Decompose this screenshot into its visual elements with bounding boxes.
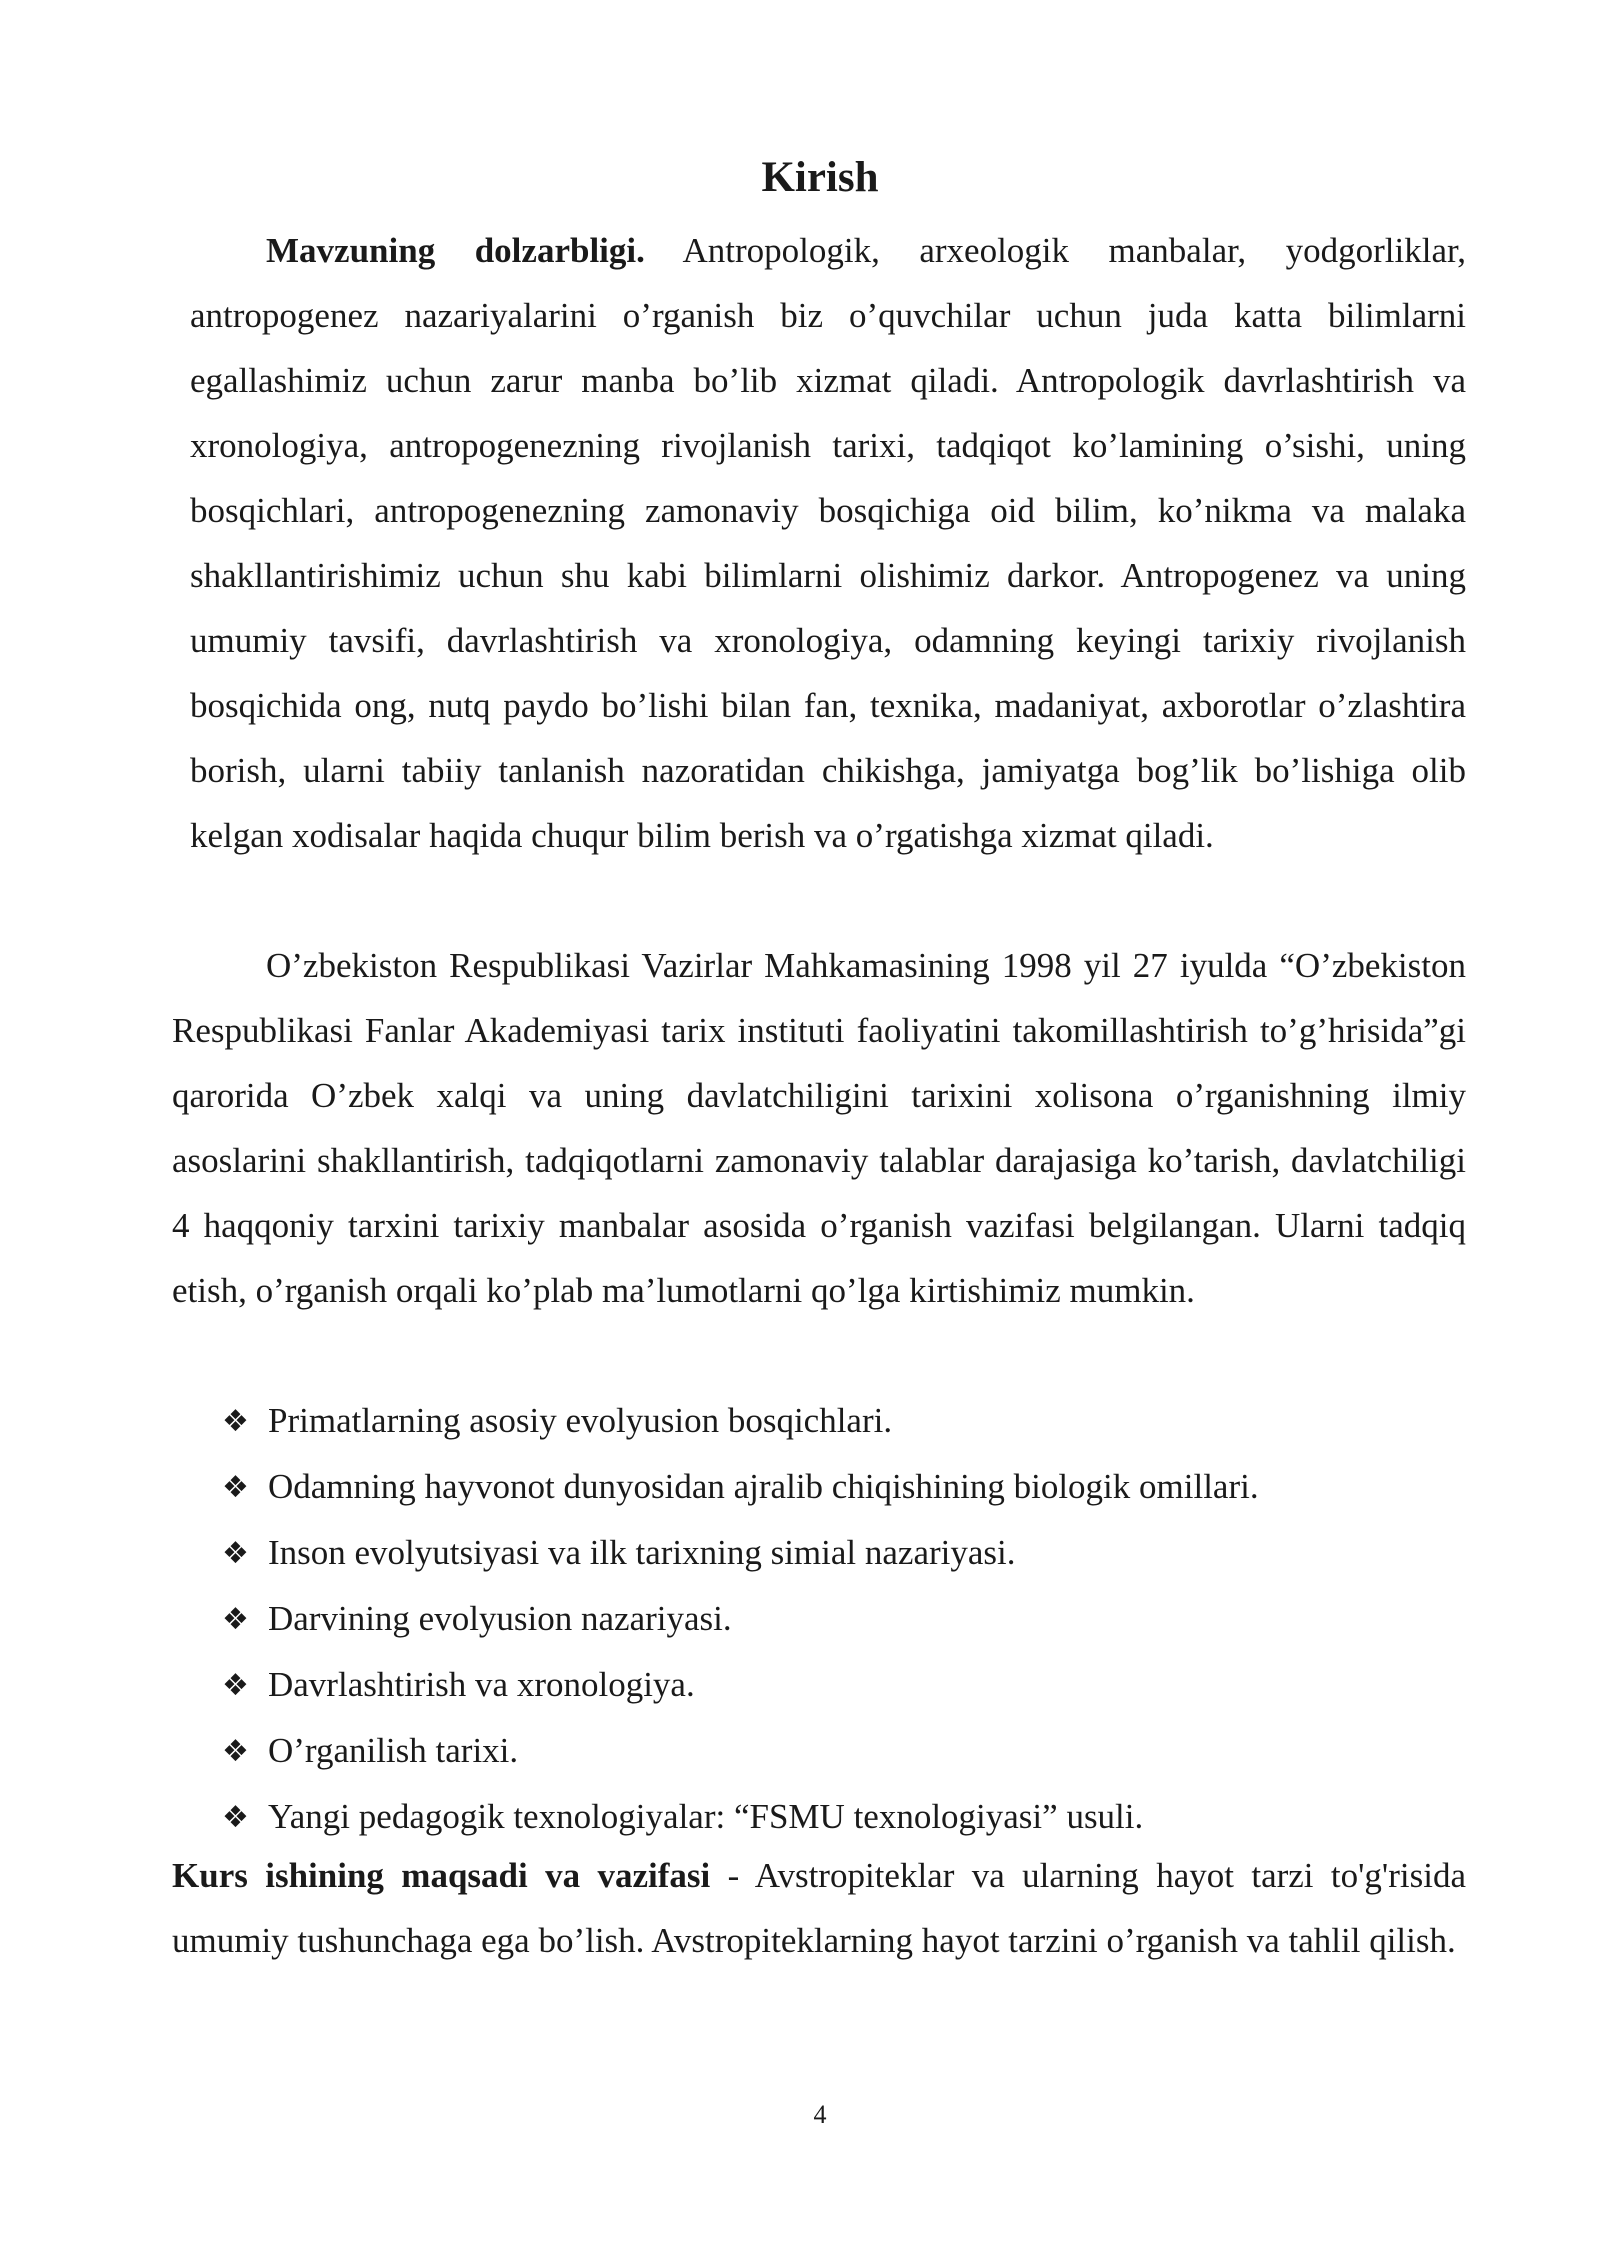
decree-paragraph: O’zbekiston Respublikasi Vazirlar Mahkamasining 1998 yil 27 iyulda “O’zbekiston Respublikasi Fanlar Akademiyasi tarix instituti faoliyatini takomillashtirish to’g’hrisida”gi qarorida O’zbek xalqi va uning davlatchiligini tarixini xolisona o’rganishning ilmiy asoslarini shakllantirish, tadqiqotlarni zamonaviy talablar darajasiga ko’tarish, davlatchiligi 4 haqqoniy tarxini tarixiy manbalar asosida o’rganish vazifasi belgilangan. Ularni tadqiq etish, o’rganish orqali ko’plab ma’lumotlarni qo’lga kirtishimiz mumkin.	[172, 946, 1466, 1310]
four-diamond-bullet-icon: ❖	[222, 1404, 249, 1439]
four-diamond-bullet-icon: ❖	[222, 1602, 249, 1637]
relevance-body: Antropologik, arxeologik manbalar, yodgorliklar, antropogenez nazariyalarini o’rganish biz o’quvchilar uchun juda katta bilimlarni egallashimiz uchun zarur manba bo’lib xizmat qiladi. Antropologik davrlashtirish va xronologiya, antropogenezning rivojlanish tarixi, tadqiqot ko’lamining o’sishi, uning bosqichlari, antropogenezning zamonaviy bosqichiga oid bilim, ko’nikma va malaka shakllantirishimiz uchun shu kabi bilimlarni olishimiz darkor. Antropogenez va uning umumiy tavsifi, davrlashtirish va xronologiya, odamning keyingi tarixiy rivojlanish bosqichida ong, nutq paydo bo’lishi bilan fan, texnika, madaniyat, axborotlar o’zlashtira borish, ularni tabiiy tanlanish nazoratidan chikishga, jamiyatga bog’lik bo’lishiga olib kelgan xodisalar haqida chuqur bilim berish va o’rgatishga xizmat qiladi.	[190, 231, 1466, 855]
list-item	[222, 1388, 1466, 1454]
goal-paragraph	[172, 1843, 1466, 1973]
list-item	[222, 1454, 1466, 1520]
list-item-text: Davrlashtirish va xronologiya.	[268, 1665, 695, 1704]
list-item	[222, 1520, 1466, 1586]
list-item	[222, 1652, 1466, 1718]
list-item	[222, 1784, 1466, 1850]
list-item-text: Inson evolyutsiyasi va ilk tarixning simial nazariyasi.	[268, 1533, 1016, 1572]
list-item	[222, 1586, 1466, 1652]
four-diamond-bullet-icon: ❖	[222, 1800, 249, 1835]
four-diamond-bullet-icon: ❖	[222, 1734, 249, 1769]
list-item-text: Odamning hayvonot dunyosidan ajralib chiqishining biologik omillari.	[268, 1467, 1259, 1506]
list-item-text: Darvining evolyusion nazariyasi.	[268, 1599, 732, 1638]
list-item-text: Primatlarning asosiy evolyusion bosqichlari.	[268, 1401, 893, 1440]
list-item-text: O’rganilish tarixi.	[268, 1731, 519, 1770]
four-diamond-bullet-icon: ❖	[222, 1470, 249, 1505]
page-number: 4	[813, 2100, 827, 2129]
relevance-lead: Mavzuning dolzarbligi.	[266, 231, 645, 270]
relevance-paragraph	[190, 218, 1466, 868]
four-diamond-bullet-icon: ❖	[222, 1668, 249, 1703]
page-title: Kirish	[761, 154, 879, 201]
goal-lead: Kurs ishining maqsadi va vazifasi	[172, 1856, 711, 1895]
topics-list	[222, 1388, 1466, 1850]
list-item-text: Yangi pedagogik texnologiyalar: “FSMU texnologiyasi” usuli.	[268, 1797, 1144, 1836]
goal-body: - Avstropiteklar va ularning hayot tarzi to'g'risida umumiy tushunchaga ega bo’lish. Avstropiteklarning hayot tarzini o’rganish va tahlil qilish.	[172, 1856, 1466, 1960]
four-diamond-bullet-icon: ❖	[222, 1536, 249, 1571]
list-item	[222, 1718, 1466, 1784]
